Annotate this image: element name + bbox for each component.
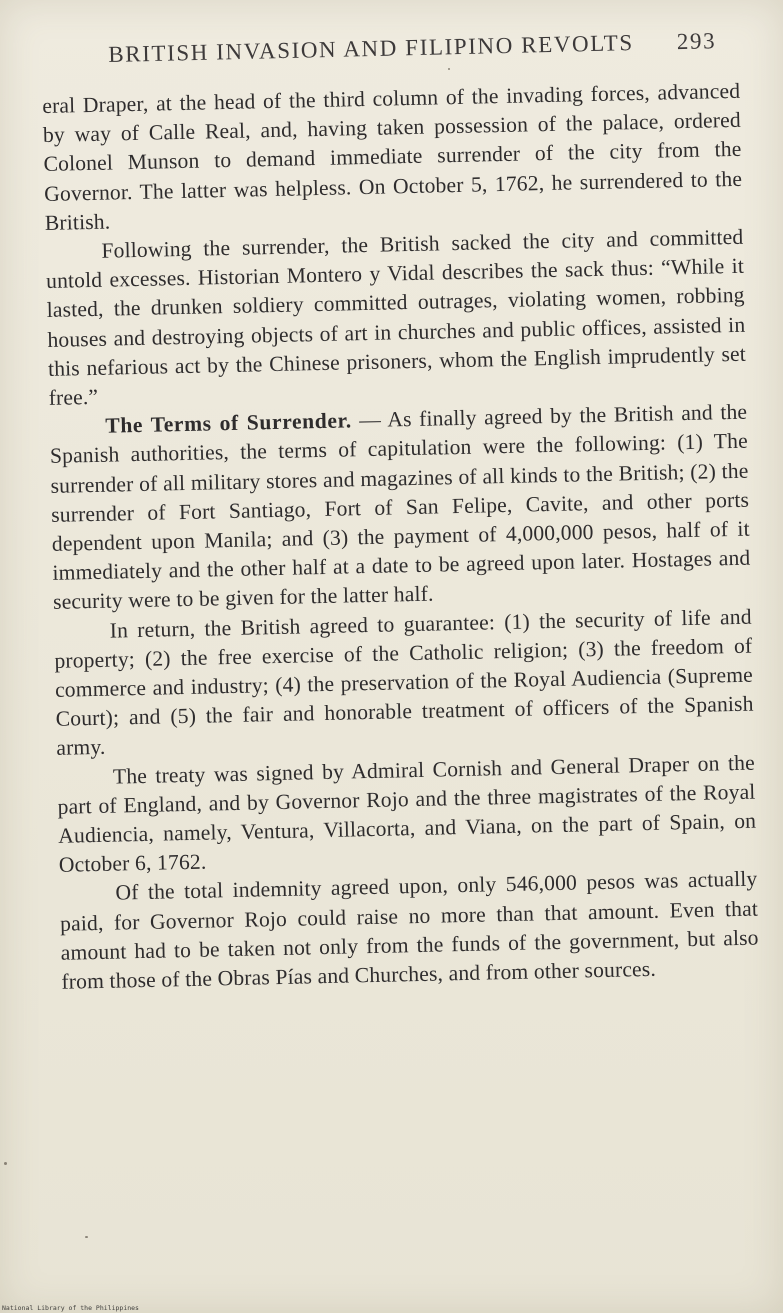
paragraph-terms	[49, 398, 751, 618]
library-credit: National Library of the Philippines	[2, 1304, 139, 1312]
paragraph-terms-text: — As finally agreed by the British and the Spanish authorities, the terms of capitulation were the following: (1) The surrender of all military stores and magazines of all kinds to the British; (2) the surrender of Fort Santiago, Fort of San Felipe, Cavite, and other ports dependent upon Manila; and (3) the payment of 4,000,000 pesos, half of it immediately and the other half at a date to be agreed upon later. Hostages and security were to be given for the latter half.	[49, 399, 751, 615]
section-heading-terms-of-surrender: The Terms of Surrender.	[105, 408, 353, 438]
chapter-title: BRITISH INVASION AND FILIPINO REVOLTS	[108, 30, 635, 67]
paper-speck	[85, 1236, 88, 1238]
text-body	[42, 77, 760, 997]
running-head	[108, 28, 717, 68]
paragraph-continued: eral Draper, at the head of the third column of the invading forces, advanced by way of Calle Real, and, having taken possession of the palace, ordered Colonel Munson to demand immediate surrender of the city from the Governor. The latter was helpless. On October 5, 1762, he surrendered to the British.	[42, 78, 743, 235]
paragraph-guarantees: In return, the British agreed to guarantee: (1) the security of life and property; (2) the free exercise of the Catholic religion; (3) the freedom of commerce and industry; (4) the preservation of the Royal Audiencia (Supreme Court); and (5) the fair and honorable treatment of officers of the Spanish army.	[54, 604, 754, 761]
page-number: 293	[676, 28, 717, 55]
paragraph-treaty: The treaty was signed by Admiral Cornish and General Draper on the part of England, and by Governor Rojo and the three magistrates of the Royal Audiencia, namely, Ventura, Villacorta, and Viana, on the part of Spain, on October 6, 1762.	[57, 750, 757, 878]
paper-speck	[448, 68, 450, 70]
paragraph-indemnity: Of the total indemnity agreed upon, only 546,000 pesos was actually paid, for Governor Rojo could raise no more than that amount. Even that amount had to be taken not only from the funds of the government, but also from those of the Obras Pías and Churches, and from other sources.	[59, 867, 759, 994]
paper-speck	[4, 1162, 7, 1165]
paragraph-sack: Following the surrender, the British sacked the city and committed untold excesses. Historian Montero y Vidal describes the sack thus: “While it lasted, the drunken soldiery committed outrages, violating women, robbing houses and destroying objects of art in churches and public offices, assisted in this nefarious act by the Chinese prisoners, whom the English imprudently set free.”	[45, 224, 747, 410]
